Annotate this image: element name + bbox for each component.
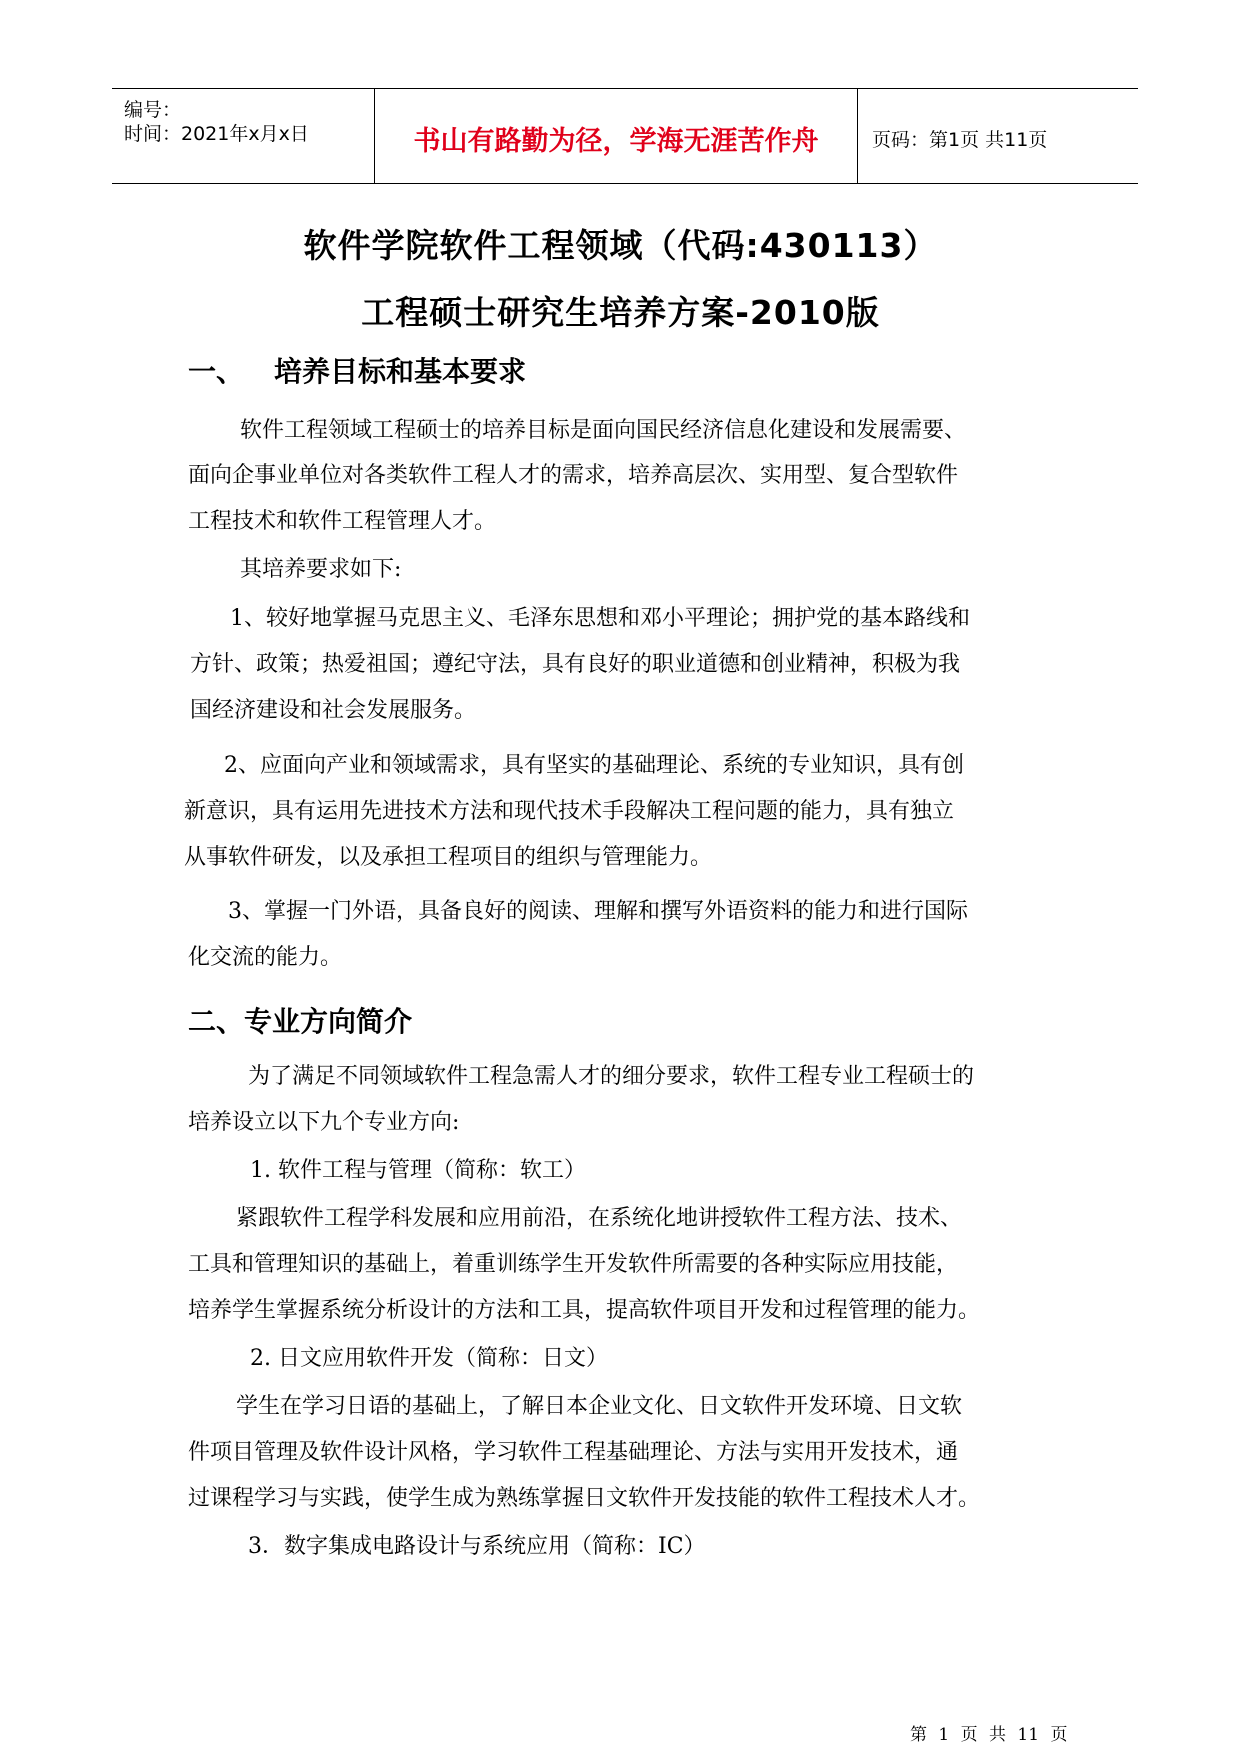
s1-p1-line-3: 工程技术和软件工程管理人才。 — [188, 509, 497, 534]
s1-p1-line-1: 软件工程领域工程硕士的培养目标是面向国民经济信息化建设和发展需要、 — [240, 418, 967, 443]
section-2-heading: 二、专业方向简介 — [188, 1005, 413, 1038]
document-number-label: 编号： — [124, 99, 182, 121]
s1-p1-line-2: 面向企事业单位对各类软件工程人才的需求，培养高层次、实用型、复合型软件 — [188, 463, 959, 488]
s1-item1-line-1: 1、较好地掌握马克思主义、毛泽东思想和邓小平理论；拥护党的基本路线和 — [230, 606, 970, 631]
s1-item2-line-2: 新意识，具有运用先进技术方法和现代技术手段解决工程问题的能力，具有独立 — [184, 799, 955, 824]
section-1-heading — [188, 350, 526, 390]
direction-3-title: 3．数字集成电路设计与系统应用（简称：IC） — [248, 1534, 706, 1559]
s1-item2-line-3: 从事软件研发，以及承担工程项目的组织与管理能力。 — [184, 845, 713, 870]
header-motto-cell — [375, 89, 858, 183]
s1-item3-line-1: 3、掌握一门外语，具备良好的阅读、理解和撰写外语资料的能力和进行国际 — [228, 899, 968, 924]
direction-1-line-2: 工具和管理知识的基础上，着重训练学生开发软件所需要的各种实际应用技能， — [188, 1252, 959, 1277]
page-footer: 第 1 页 共 11 页 — [910, 1725, 1068, 1745]
header-page-info: 页码：第1页 共11页 — [872, 129, 1048, 151]
s1-item1-line-2: 方针、政策；热爱祖国；遵纪守法，具有良好的职业道德和创业精神，积极为我 — [190, 652, 961, 677]
direction-1-line-3: 培养学生掌握系统分析设计的方法和工具，提高软件项目开发和过程管理的能力。 — [188, 1298, 981, 1323]
motto-text: 书山有路勤为径，学海无涯苦作舟 — [413, 126, 819, 157]
s1-p2: 其培养要求如下: — [240, 557, 402, 582]
s2-intro-line-1: 为了满足不同领域软件工程急需人才的细分要求，软件工程专业工程硕士的 — [248, 1064, 975, 1089]
document-title-line-1: 软件学院软件工程领域（代码:430113） — [303, 226, 938, 265]
direction-1-title: 1. 软件工程与管理（简称：软工） — [250, 1158, 586, 1183]
direction-2-line-1: 学生在学习日语的基础上，了解日本企业文化、日文软件开发环境、日文软 — [236, 1394, 963, 1419]
s2-intro-line-2: 培养设立以下九个专业方向: — [188, 1110, 460, 1135]
document-title-line-2: 工程硕士研究生培养方案-2010版 — [361, 293, 880, 332]
s1-item1-line-3: 国经济建设和社会发展服务。 — [190, 698, 477, 723]
document-time-label: 时间：2021年x月x日 — [124, 123, 309, 145]
direction-2-line-2: 件项目管理及软件设计风格，学习软件工程基础理论、方法与实用开发技术，通 — [188, 1440, 959, 1465]
section-1-title: 培养目标和基本要求 — [274, 355, 527, 388]
section-1-number: 一、 — [188, 355, 245, 388]
header-page-cell — [858, 89, 1138, 183]
s1-item3-line-2: 化交流的能力。 — [188, 945, 343, 970]
direction-1-line-1: 紧跟软件工程学科发展和应用前沿，在系统化地讲授软件工程方法、技术、 — [236, 1206, 963, 1231]
header-meta-cell — [112, 89, 375, 183]
s1-item2-line-1: 2、应面向产业和领域需求，具有坚实的基础理论、系统的专业知识，具有创 — [224, 753, 964, 778]
direction-2-line-3: 过课程学习与实践，使学生成为熟练掌握日文软件开发技能的软件工程技术人才。 — [188, 1486, 981, 1511]
direction-2-title: 2. 日文应用软件开发（简称：日文） — [250, 1346, 608, 1371]
document-header — [112, 88, 1138, 184]
